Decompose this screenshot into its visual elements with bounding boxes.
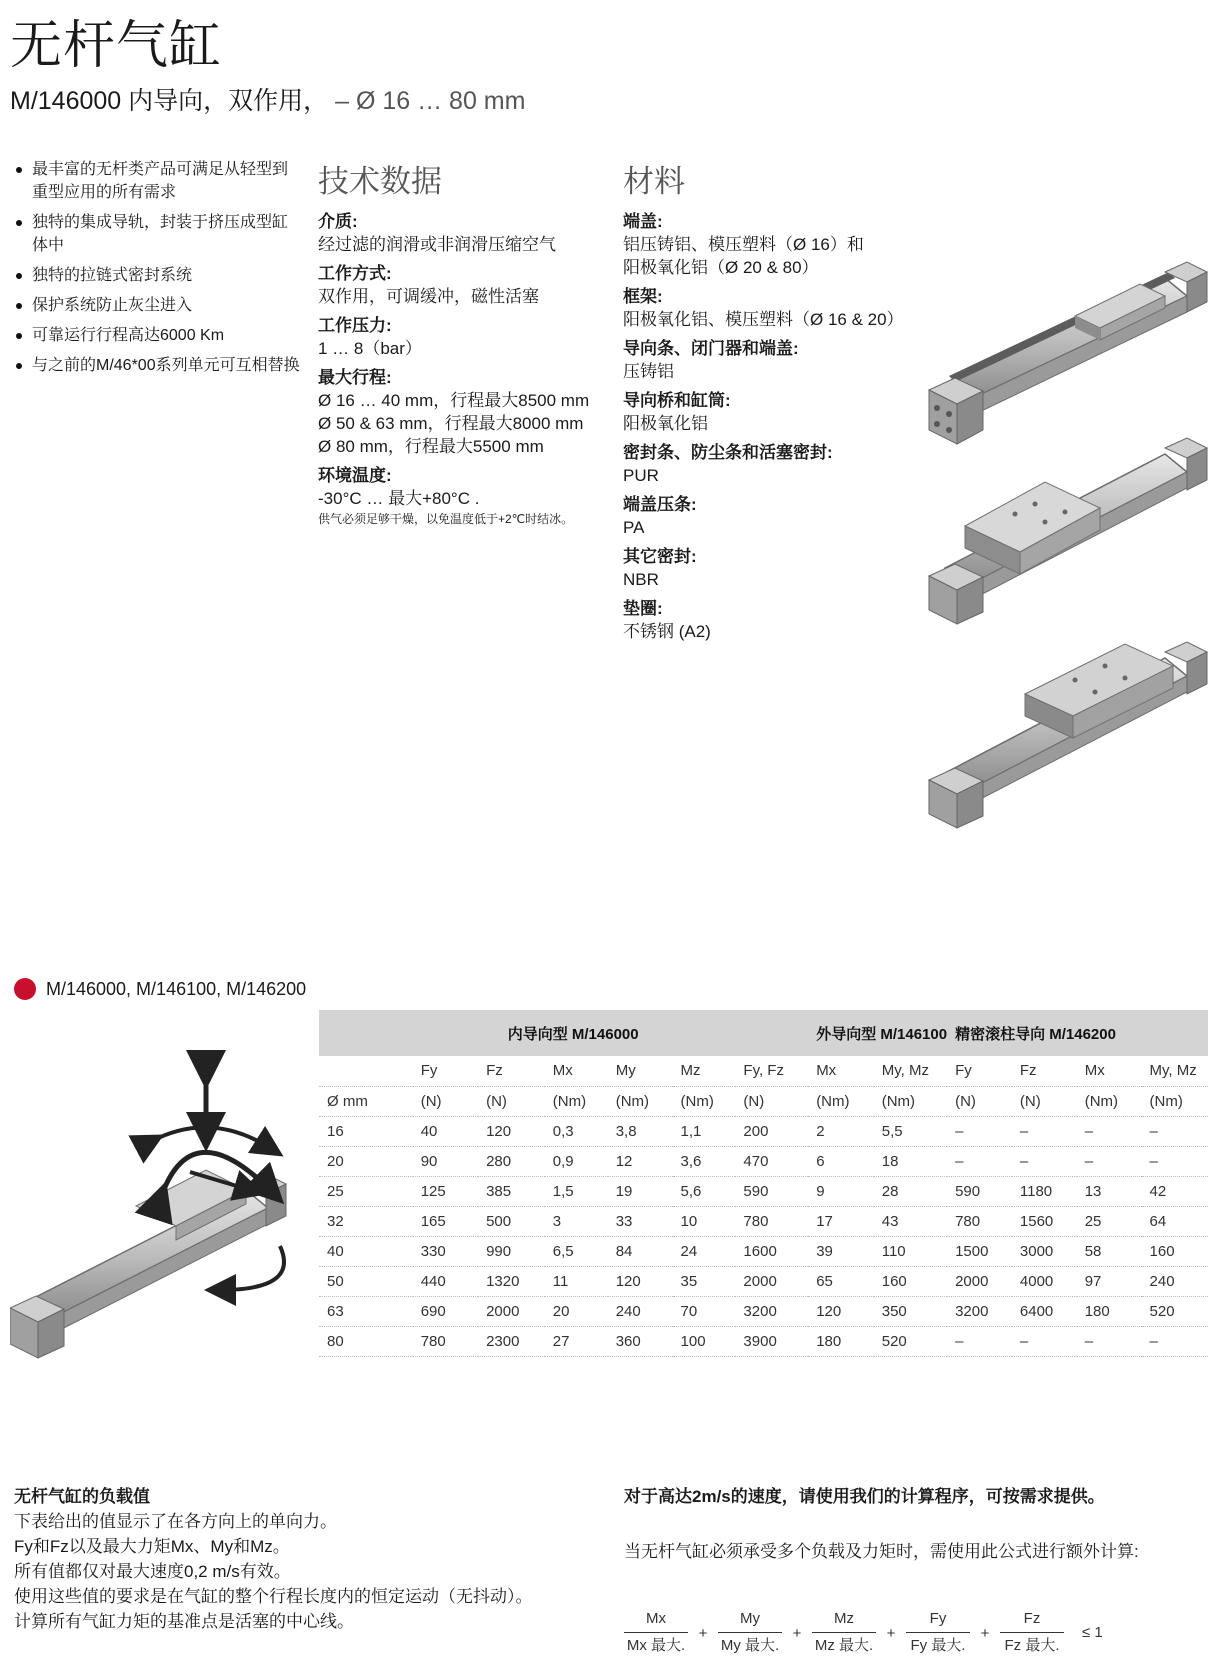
- load-value-cell: 5,6: [673, 1176, 736, 1206]
- column-header: Fy: [413, 1056, 478, 1086]
- calculation-text: 当无杆气缸必须承受多个负载及力矩时，需使用此公式进行额外计算:: [624, 1542, 1139, 1561]
- series-heading: [14, 978, 306, 1000]
- column-header: Mx: [808, 1056, 874, 1086]
- load-value-cell: 590: [735, 1176, 808, 1206]
- column-header: Fz: [478, 1056, 545, 1086]
- column-header: Mz: [673, 1056, 736, 1086]
- load-value-cell: –: [1077, 1326, 1142, 1356]
- material-label-washer: 垫圈:: [623, 599, 663, 618]
- spec-value-pressure: 1 … 8（bar）: [318, 339, 422, 358]
- column-header: My, Mz: [1142, 1056, 1208, 1086]
- load-notes-heading: 无杆气缸的负载值: [14, 1487, 150, 1506]
- material-label-frame: 框架:: [623, 287, 663, 306]
- load-value-cell: 385: [478, 1176, 545, 1206]
- load-value-cell: 20: [545, 1296, 608, 1326]
- spec-label-pressure: 工作压力:: [318, 316, 392, 335]
- table-units-row: [319, 1086, 1208, 1116]
- load-value-cell: 180: [1077, 1296, 1142, 1326]
- material-value-end-cap: 铝压铸铝、模压塑料（Ø 16）和: [623, 235, 864, 254]
- formula-numerator: Mz: [834, 1610, 854, 1627]
- load-value-cell: –: [1012, 1116, 1077, 1146]
- load-value-cell: 1560: [1012, 1206, 1077, 1236]
- load-value-cell: –: [1077, 1146, 1142, 1176]
- bore-diameter-cell: 32: [319, 1206, 413, 1236]
- table-group-header-row: [319, 1010, 1208, 1056]
- spec-value-stroke: Ø 80 mm，行程最大5500 mm: [318, 437, 544, 456]
- load-value-cell: 110: [874, 1236, 947, 1266]
- material-value-clamp: PA: [623, 518, 645, 537]
- load-value-cell: 0,9: [545, 1146, 608, 1176]
- load-value-cell: 120: [808, 1296, 874, 1326]
- spec-label-stroke: 最大行程:: [318, 368, 392, 387]
- load-value-cell: 500: [478, 1206, 545, 1236]
- red-dot-icon: [14, 978, 36, 1000]
- load-value-cell: 780: [413, 1326, 478, 1356]
- load-value-cell: 360: [608, 1326, 673, 1356]
- load-value-cell: 3200: [947, 1296, 1012, 1326]
- unit-cell: (Nm): [874, 1086, 947, 1116]
- load-note-line: Fy和Fz以及最大力矩Mx、My和Mz。: [14, 1537, 290, 1556]
- load-value-cell: 520: [874, 1326, 947, 1356]
- load-value-cell: 42: [1142, 1176, 1208, 1206]
- load-value-cell: 1,5: [545, 1176, 608, 1206]
- calculation-notes: [624, 1484, 1204, 1564]
- subtitle-main: M/146000 内导向，双作用，: [10, 87, 329, 115]
- feature-item: 最丰富的无杆类产品可满足从轻型到重型应用的所有需求: [12, 158, 302, 204]
- load-value-cell: 0,3: [545, 1116, 608, 1146]
- load-value-cell: 990: [478, 1236, 545, 1266]
- page-subtitle: [10, 86, 525, 116]
- material-label-guide: 导向条、闭门器和端盖:: [623, 339, 799, 358]
- column-header: My, Mz: [874, 1056, 947, 1086]
- load-value-cell: 280: [478, 1146, 545, 1176]
- table-row: [319, 1146, 1208, 1176]
- unit-cell: Ø mm: [319, 1086, 413, 1116]
- load-value-cell: 2000: [947, 1266, 1012, 1296]
- formula-numerator: Mx: [646, 1610, 666, 1627]
- load-value-cell: 43: [874, 1206, 947, 1236]
- table-row: [319, 1176, 1208, 1206]
- load-value-cell: 160: [1142, 1236, 1208, 1266]
- formula-term: [624, 1606, 688, 1659]
- load-value-cell: 3000: [1012, 1236, 1077, 1266]
- spec-value-medium: 经过滤的润滑或非润滑压缩空气: [318, 235, 556, 254]
- spec-value-stroke: Ø 50 & 63 mm，行程最大8000 mm: [318, 414, 584, 433]
- spec-value-stroke: Ø 16 … 40 mm，行程最大8500 mm: [318, 391, 590, 410]
- load-value-cell: 1500: [947, 1236, 1012, 1266]
- load-value-cell: 35: [673, 1266, 736, 1296]
- unit-cell: (Nm): [545, 1086, 608, 1116]
- load-value-cell: 6: [808, 1146, 874, 1176]
- material-label-clamp: 端盖压条:: [623, 495, 697, 514]
- feature-list: [12, 158, 302, 384]
- load-value-cell: 3,6: [673, 1146, 736, 1176]
- load-value-cell: 5,5: [874, 1116, 947, 1146]
- materials-section: [623, 210, 923, 643]
- load-formula: [624, 1606, 1103, 1659]
- material-value-seal: PUR: [623, 466, 659, 485]
- load-value-cell: 28: [874, 1176, 947, 1206]
- load-value-cell: –: [1012, 1146, 1077, 1176]
- material-value-other-seal: NBR: [623, 570, 659, 589]
- tech-data-title: 技术数据: [318, 164, 442, 199]
- column-header: Fz: [1012, 1056, 1077, 1086]
- calculation-heading: 对于高达2m/s的速度，请使用我们的计算程序，可按需求提供。: [624, 1487, 1105, 1506]
- load-value-cell: 6400: [1012, 1296, 1077, 1326]
- load-value-cell: 70: [673, 1296, 736, 1326]
- formula-term: [1000, 1606, 1064, 1659]
- load-table: [319, 1010, 1208, 1357]
- bore-diameter-cell: 20: [319, 1146, 413, 1176]
- materials-title: 材料: [623, 164, 685, 199]
- unit-cell: (Nm): [608, 1086, 673, 1116]
- bore-diameter-cell: 16: [319, 1116, 413, 1146]
- feature-item: 独特的拉链式密封系统: [12, 264, 302, 287]
- table-row: [319, 1116, 1208, 1146]
- bore-diameter-cell: 40: [319, 1236, 413, 1266]
- load-value-cell: 200: [735, 1116, 808, 1146]
- formula-plus: +: [698, 1625, 708, 1642]
- unit-cell: (N): [947, 1086, 1012, 1116]
- load-value-cell: 18: [874, 1146, 947, 1176]
- load-value-cell: 25: [1077, 1206, 1142, 1236]
- load-value-cell: 690: [413, 1296, 478, 1326]
- load-value-cell: 9: [808, 1176, 874, 1206]
- load-value-cell: 2000: [478, 1296, 545, 1326]
- load-value-cell: –: [1077, 1116, 1142, 1146]
- temperature-note: 供气必须足够干燥，以免温度低于+2℃时结冰。: [318, 512, 574, 526]
- spec-value-temperature: -30°C … 最大+80°C .: [318, 489, 480, 508]
- load-value-cell: 24: [673, 1236, 736, 1266]
- material-value-frame: 阳极氧化铝、模压塑料（Ø 16 & 20）: [623, 310, 904, 329]
- table-row: [319, 1296, 1208, 1326]
- series-label: M/146000, M/146100, M/146200: [46, 978, 307, 999]
- load-value-cell: 58: [1077, 1236, 1142, 1266]
- load-value-cell: 17: [808, 1206, 874, 1236]
- formula-plus: +: [980, 1625, 990, 1642]
- cylinder-image-external-guide: [925, 418, 1210, 628]
- table-row: [319, 1326, 1208, 1356]
- load-value-cell: 1600: [735, 1236, 808, 1266]
- bore-diameter-cell: 63: [319, 1296, 413, 1326]
- load-note-line: 所有值都仅对最大速度0,2 m/s有效。: [14, 1562, 291, 1581]
- load-value-cell: 6,5: [545, 1236, 608, 1266]
- load-value-cell: 780: [947, 1206, 1012, 1236]
- formula-term: [906, 1606, 970, 1659]
- table-row: [319, 1266, 1208, 1296]
- feature-item: 可靠运行行程高达6000 Km: [12, 324, 302, 347]
- load-value-cell: 2000: [735, 1266, 808, 1296]
- load-note-line: 使用这些值的要求是在气缸的整个行程长度内的恒定运动（无抖动）。: [14, 1587, 533, 1606]
- load-value-cell: 3900: [735, 1326, 808, 1356]
- formula-plus: +: [886, 1625, 896, 1642]
- load-value-cell: –: [947, 1146, 1012, 1176]
- formula-numerator: Fz: [1023, 1610, 1041, 1627]
- load-table-body: [319, 1116, 1208, 1356]
- spec-label-medium: 介质:: [318, 212, 358, 231]
- load-value-cell: 13: [1077, 1176, 1142, 1206]
- load-value-cell: 3200: [735, 1296, 808, 1326]
- formula-denominator: My 最大.: [720, 1637, 780, 1654]
- load-value-cell: 10: [673, 1206, 736, 1236]
- column-header: Mx: [1077, 1056, 1142, 1086]
- material-label-other-seal: 其它密封:: [623, 547, 697, 566]
- column-header: Mx: [545, 1056, 608, 1086]
- load-notes: [14, 1484, 574, 1634]
- load-value-cell: 240: [608, 1296, 673, 1326]
- load-value-cell: –: [1142, 1146, 1208, 1176]
- load-value-cell: –: [1142, 1326, 1208, 1356]
- load-value-cell: –: [947, 1116, 1012, 1146]
- page-title: 无杆气缸: [10, 17, 223, 75]
- unit-cell: (N): [478, 1086, 545, 1116]
- group-roller-guide: 精密滚柱导向 M/146200: [947, 1010, 1208, 1056]
- column-header: Fy: [947, 1056, 1012, 1086]
- load-note-line: 下表给出的值显示了在各方向上的单向力。: [14, 1512, 337, 1531]
- feature-item: 保护系统防止灰尘进入: [12, 294, 302, 317]
- material-label-end-cap: 端盖:: [623, 212, 663, 231]
- formula-result: ≤ 1: [1082, 1624, 1103, 1641]
- formula-numerator: My: [740, 1610, 760, 1627]
- spec-value-mode: 双作用，可调缓冲，磁性活塞: [318, 287, 539, 306]
- load-value-cell: 590: [947, 1176, 1012, 1206]
- spec-label-mode: 工作方式:: [318, 264, 392, 283]
- load-value-cell: 27: [545, 1326, 608, 1356]
- load-value-cell: 84: [608, 1236, 673, 1266]
- load-value-cell: 97: [1077, 1266, 1142, 1296]
- load-direction-diagram: [10, 1040, 295, 1365]
- load-value-cell: 125: [413, 1176, 478, 1206]
- load-value-cell: 440: [413, 1266, 478, 1296]
- load-value-cell: 180: [808, 1326, 874, 1356]
- feature-item: 与之前的M/46*00系列单元可互相替换: [12, 354, 302, 377]
- load-value-cell: 11: [545, 1266, 608, 1296]
- load-value-cell: 1180: [1012, 1176, 1077, 1206]
- unit-cell: (N): [735, 1086, 808, 1116]
- unit-cell: (N): [413, 1086, 478, 1116]
- load-note-line: 计算所有气缸力矩的基准点是活塞的中心线。: [14, 1612, 354, 1631]
- load-value-cell: 64: [1142, 1206, 1208, 1236]
- subtitle-size-range: – Ø 16 … 80 mm: [335, 87, 526, 115]
- formula-numerator: Fy: [929, 1610, 947, 1627]
- material-value-guide: 压铸铝: [623, 362, 674, 381]
- bore-diameter-cell: 25: [319, 1176, 413, 1206]
- formula-denominator: Fy 最大.: [910, 1637, 966, 1654]
- load-value-cell: 3: [545, 1206, 608, 1236]
- tech-data-section: [318, 210, 608, 528]
- material-value-end-cap: 阳极氧化铝（Ø 20 & 80）: [623, 258, 819, 277]
- unit-cell: (Nm): [1077, 1086, 1142, 1116]
- load-value-cell: 470: [735, 1146, 808, 1176]
- formula-denominator: Fz 最大.: [1004, 1637, 1060, 1654]
- load-value-cell: 165: [413, 1206, 478, 1236]
- table-row: [319, 1206, 1208, 1236]
- group-external-guide: 外导向型 M/146100: [808, 1010, 947, 1056]
- load-value-cell: 520: [1142, 1296, 1208, 1326]
- load-value-cell: 120: [608, 1266, 673, 1296]
- formula-term: [812, 1606, 876, 1659]
- material-value-washer: 不锈钢 (A2): [623, 622, 711, 641]
- feature-item: 独特的集成导轨，封装于挤压成型缸体中: [12, 211, 302, 257]
- load-value-cell: 39: [808, 1236, 874, 1266]
- load-value-cell: 40: [413, 1116, 478, 1146]
- group-internal-guide: 内导向型 M/146000: [413, 1010, 808, 1056]
- unit-cell: (Nm): [673, 1086, 736, 1116]
- load-value-cell: 65: [808, 1266, 874, 1296]
- column-header: Fy, Fz: [735, 1056, 808, 1086]
- load-value-cell: 1,1: [673, 1116, 736, 1146]
- material-value-bridge: 阳极氧化铝: [623, 414, 708, 433]
- load-value-cell: –: [947, 1326, 1012, 1356]
- load-value-cell: –: [1012, 1326, 1077, 1356]
- column-header: My: [608, 1056, 673, 1086]
- load-value-cell: 100: [673, 1326, 736, 1356]
- bore-diameter-cell: 50: [319, 1266, 413, 1296]
- load-value-cell: 350: [874, 1296, 947, 1326]
- unit-cell: (N): [1012, 1086, 1077, 1116]
- load-value-cell: 240: [1142, 1266, 1208, 1296]
- load-value-cell: 780: [735, 1206, 808, 1236]
- unit-cell: (Nm): [808, 1086, 874, 1116]
- load-value-cell: 160: [874, 1266, 947, 1296]
- formula-plus: +: [792, 1625, 802, 1642]
- load-value-cell: 90: [413, 1146, 478, 1176]
- load-value-cell: 330: [413, 1236, 478, 1266]
- load-value-cell: 12: [608, 1146, 673, 1176]
- formula-term: [718, 1606, 782, 1659]
- spec-label-temperature: 环境温度:: [318, 466, 392, 485]
- load-value-cell: 33: [608, 1206, 673, 1236]
- load-value-cell: 3,8: [608, 1116, 673, 1146]
- load-value-cell: 2: [808, 1116, 874, 1146]
- load-value-cell: –: [1142, 1116, 1208, 1146]
- load-value-cell: 1320: [478, 1266, 545, 1296]
- bore-diameter-cell: 80: [319, 1326, 413, 1356]
- material-label-bridge: 导向桥和缸筒:: [623, 391, 731, 410]
- formula-denominator: Mx 最大.: [626, 1637, 686, 1654]
- table-column-header-row: [319, 1056, 1208, 1086]
- load-value-cell: 120: [478, 1116, 545, 1146]
- formula-denominator: Mz 最大.: [814, 1637, 874, 1654]
- cylinder-image-roller-guide: [925, 628, 1210, 833]
- unit-cell: (Nm): [1142, 1086, 1208, 1116]
- load-value-cell: 2300: [478, 1326, 545, 1356]
- load-value-cell: 4000: [1012, 1266, 1077, 1296]
- load-value-cell: 19: [608, 1176, 673, 1206]
- material-label-seal: 密封条、防尘条和活塞密封:: [623, 443, 833, 462]
- table-row: [319, 1236, 1208, 1266]
